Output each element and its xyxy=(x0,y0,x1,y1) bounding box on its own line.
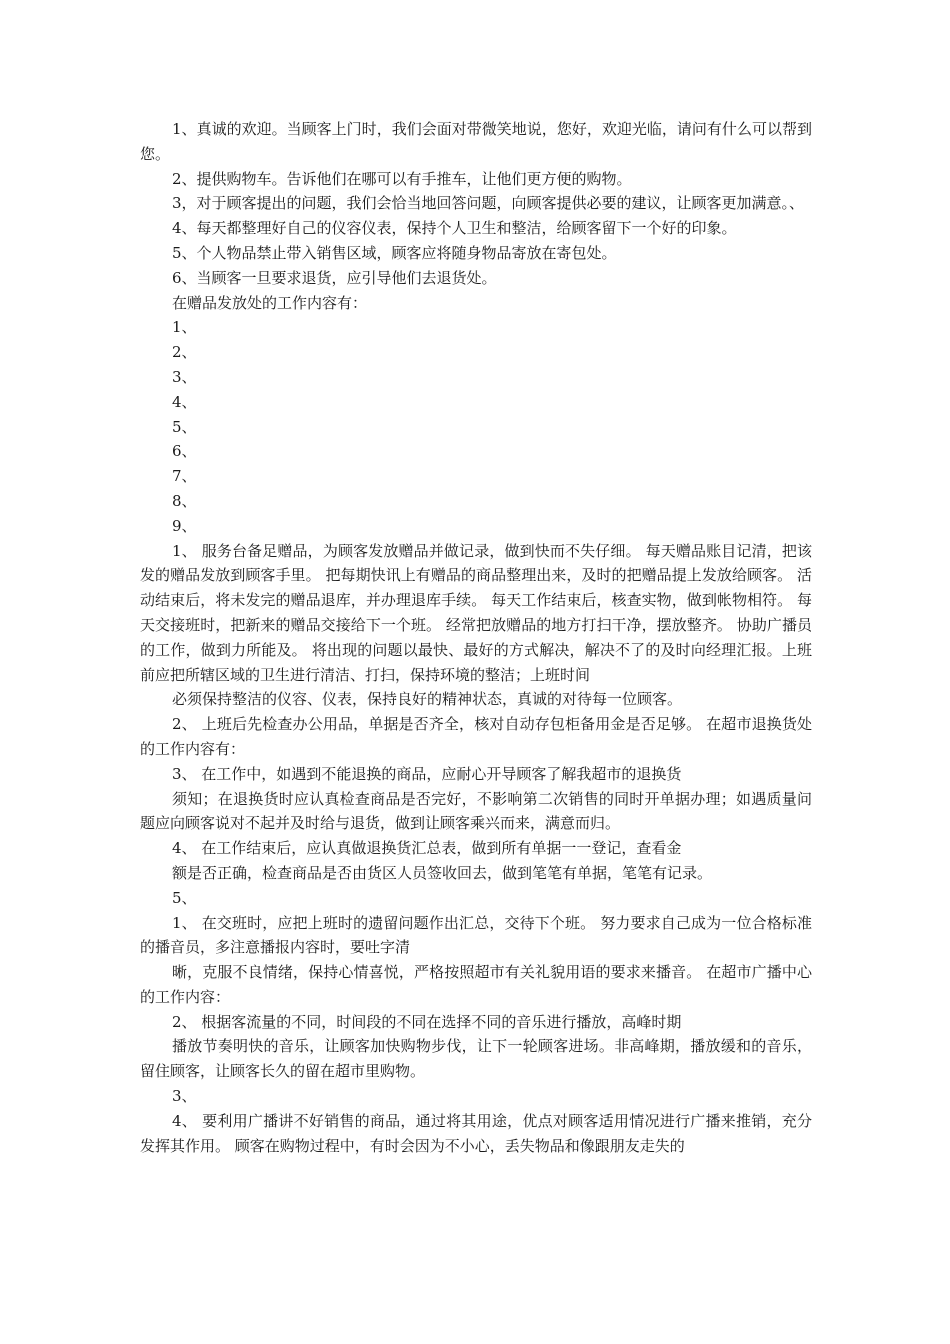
list-item: 5、 xyxy=(172,417,197,436)
paragraph: 必须保持整洁的仪容、仪表，保持良好的精神状态，真诚的对待每一位顾客。 xyxy=(172,690,683,709)
paragraph: 2、 上班后先检查办公用品，单据是否齐全，核对自动存包柜备用金是否足够。 在超市退换货处的工作内容有： xyxy=(140,715,812,758)
paragraph: 1、 服务台备足赠品，为顾客发放赠品并做记录，做到快而不失仔细。 每天赠品账目记清，把该发的赠品发放到顾客手里。 把每期快讯上有赠品的商品整理出来，及时的把赠品提上发放给顾客。 活动结束后，将未发完的赠品退库，并办理退库手续。 每天工作结束后，核查实物，做到帐物相符。 每天交接班时，把新来的赠品交接给下一个班。 经常把放赠品的地方打扫干净，摆放整齐。 协助广播员的工作，做到力所能及。 将出现的问题以最快、最好的方式解决，解决不了的及时向经理汇报。上班前应把所辖区域的卫生进行清洁、打扫，保持环境的整洁；上班时间 xyxy=(140,541,812,684)
paragraph: 晰，克服不良情绪，保持心情喜悦，严格按照超市有关礼貌用语的要求来播音。 在超市广播中心的工作内容： xyxy=(140,963,812,1006)
list-item: 1、 xyxy=(172,318,197,337)
paragraph: 1、 在交班时，应把上班时的遗留问题作出汇总，交待下个班。 努力要求自己成为一位合格标准的播音员，多注意播报内容时，要吐字清 xyxy=(140,913,812,957)
paragraph: 3、 在工作中，如遇到不能退换的商品，应耐心开导顾客了解我超市的退换货 xyxy=(172,764,682,783)
list-item: 3、 xyxy=(172,367,197,386)
section-heading: 在赠品发放处的工作内容有： xyxy=(172,293,368,312)
paragraph: 2、提供购物车。告诉他们在哪可以有手推车，让他们更方便的购物。 xyxy=(172,169,632,188)
list-item: 3、 xyxy=(172,1087,197,1106)
list-item: 7、 xyxy=(172,467,197,486)
paragraph: 6、当顾客一旦要求退货，应引导他们去退货处。 xyxy=(172,268,497,287)
list-item: 4、 xyxy=(172,392,197,411)
paragraph: 4、每天都整理好自己的仪容仪表，保持个人卫生和整洁，给顾客留下一个好的印象。 xyxy=(172,219,737,238)
paragraph: 5、个人物品禁止带入销售区域，顾客应将随身物品寄放在寄包处。 xyxy=(172,243,617,262)
paragraph: 2、 根据客流量的不同，时间段的不同在选择不同的音乐进行播放，高峰时期 xyxy=(172,1012,682,1031)
list-item: 9、 xyxy=(172,516,197,535)
paragraph: 额是否正确，检查商品是否由货区人员签收回去，做到笔笔有单据，笔笔有记录。 xyxy=(172,863,713,882)
list-item: 8、 xyxy=(172,491,197,510)
paragraph: 须知；在退换货时应认真检查商品是否完好，不影响第二次销售的同时开单据办理；如遇质量问题应向顾客说对不起并及时给与退货，做到让顾客乘兴而来，满意而归。 xyxy=(140,789,812,833)
list-item: 2、 xyxy=(172,343,197,362)
paragraph: 4、 要利用广播讲不好销售的商品，通过将其用途，优点对顾客适用情况进行广播来推销，充分发挥其作用。 顾客在购物过程中，有时会因为不小心，丢失物品和像跟朋友走失的 xyxy=(140,1111,812,1155)
list-item: 6、 xyxy=(172,442,197,461)
list-item: 5、 xyxy=(172,888,197,907)
document-body xyxy=(140,117,812,1158)
paragraph: 1、真诚的欢迎。当顾客上门时，我们会面对带微笑地说，您好，欢迎光临，请问有什么可以帮到您。 xyxy=(140,120,812,163)
paragraph: 播放节奏明快的音乐，让顾客加快购物步伐，让下一轮顾客进场。非高峰期，播放缓和的音乐，留住顾客，让顾客长久的留在超市里购物。 xyxy=(140,1037,812,1081)
paragraph: 4、 在工作结束后，应认真做退换货汇总表，做到所有单据一一登记，查看金 xyxy=(172,839,682,858)
paragraph: 3，对于顾客提出的问题，我们会恰当地回答问题，向顾客提供必要的建议，让顾客更加满意。、 xyxy=(172,194,805,213)
